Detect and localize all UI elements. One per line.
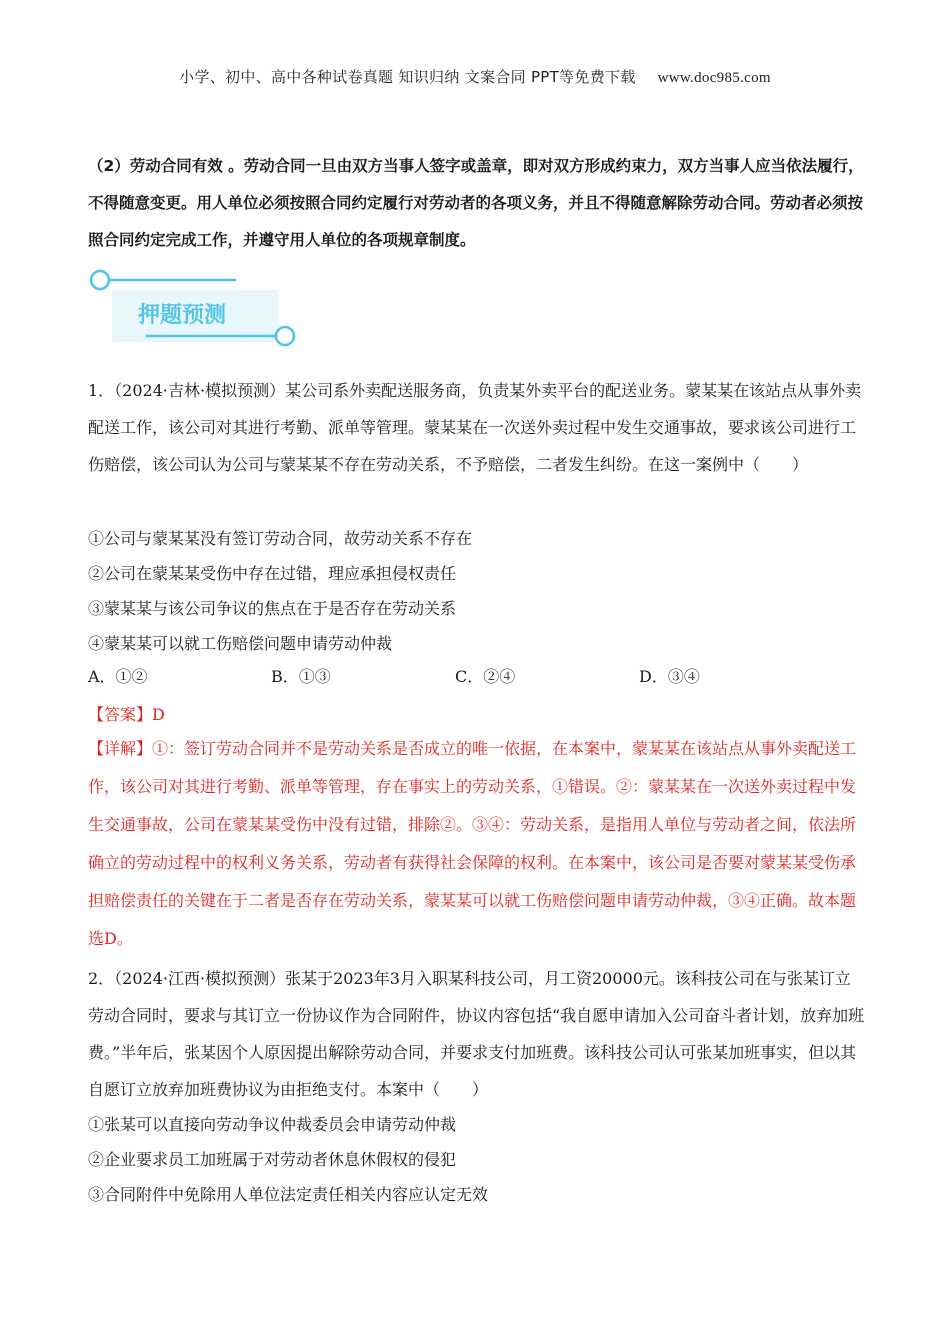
q1-stem: 1．（2024·吉林·模拟预测）某公司系外卖配送服务商，负责某外卖平台的配送业务。蒙某某在该站点从事外卖配送工作，该公司对其进行考勤、派单等管理。蒙某某在一次送外卖过程中发生交通事故，要求该公司进行工伤赔偿，该公司认为公司与蒙某某不存在劳动关系，不予赔偿，二者发生纠纷。在这一案例中（ ）: [88, 381, 862, 474]
q1-choice-a[interactable]: A．①②: [88, 667, 148, 686]
q1-choice-b[interactable]: B．①③: [271, 667, 331, 686]
q1-choice-c[interactable]: C．②④: [455, 667, 516, 686]
q2-option-3: ③合同附件中免除用人单位法定责任相关内容应认定无效: [88, 1185, 489, 1204]
q1-explanation: 【详解】①：签订劳动合同并不是劳动关系是否成立的唯一依据，在本案中，蒙某某在该站点从事外卖配送工作，该公司对其进行考勤、派单等管理，存在事实上的劳动关系，①错误。②：蒙某某在一次送外卖过程中发生交通事故，公司在蒙某某受伤中没有过错，排除②。③④：劳动关系，是指用人单位与劳动者之间，依法所确立的劳动过程中的权利义务关系，劳动者有获得社会保障的权利。在本案中，该公司是否要对蒙某某受伤承担赔偿责任的关键在于二者是否存在劳动关系，蒙某某可以就工伤赔偿问题申请劳动仲裁，③④正确。故本题选D。: [88, 739, 857, 948]
q1-option-4: ④蒙某某可以就工伤赔偿问题申请劳动仲裁: [88, 634, 393, 653]
page-header: [0, 66, 950, 87]
q1-option-1: ①公司与蒙某某没有签订劳动合同，故劳动关系不存在: [88, 529, 473, 548]
header-site[interactable]: www.doc985.com: [657, 70, 771, 86]
header-text: 小学、初中、高中各种试卷真题 知识归纳 文案合同 PPT等免费下载: [179, 68, 636, 86]
q2-option-1: ①张某可以直接向劳动争议仲裁委员会申请劳动仲裁: [88, 1115, 457, 1134]
q1-option-3: ③蒙某某与该公司争议的焦点在于是否存在劳动关系: [88, 599, 457, 618]
q1-option-2: ②公司在蒙某某受伤中存在过错，理应承担侵权责任: [88, 564, 457, 583]
section-banner: [86, 262, 304, 354]
banner-decoration-icon: [86, 262, 304, 354]
q1-answer: 【答案】D: [88, 705, 165, 724]
banner-label: 押题预测: [138, 303, 227, 328]
q1-choice-d[interactable]: D．③④: [639, 667, 700, 686]
q2-stem: 2．（2024·江西·模拟预测）张某于2023年3月入职某科技公司，月工资20000元。该科技公司在与张某订立劳动合同时，要求与其订立一份协议作为合同附件，协议内容包括“我自愿申请加入公司奋斗者计划，放弃加班费。”半年后，张某因个人原因提出解除劳动合同，并要求支付加班费。该科技公司认可张某加班事实，但以其自愿订立放弃加班费协议为由拒绝支付。本案中（ ）: [88, 969, 865, 1099]
intro-paragraph: （2）劳动合同有效 。劳动合同一旦由双方当事人签字或盖章，即对双方形成约束力，双方当事人应当依法履行，不得随意变更。用人单位必须按照合同约定履行对劳动者的各项义务，并且不得随意解除劳动合同。劳动者必须按照合同约定完成工作，并遵守用人单位的各项规章制度。: [88, 157, 864, 249]
q1-choices: [88, 664, 848, 694]
q2-option-2: ②企业要求员工加班属于对劳动者休息休假权的侵犯: [88, 1150, 457, 1169]
